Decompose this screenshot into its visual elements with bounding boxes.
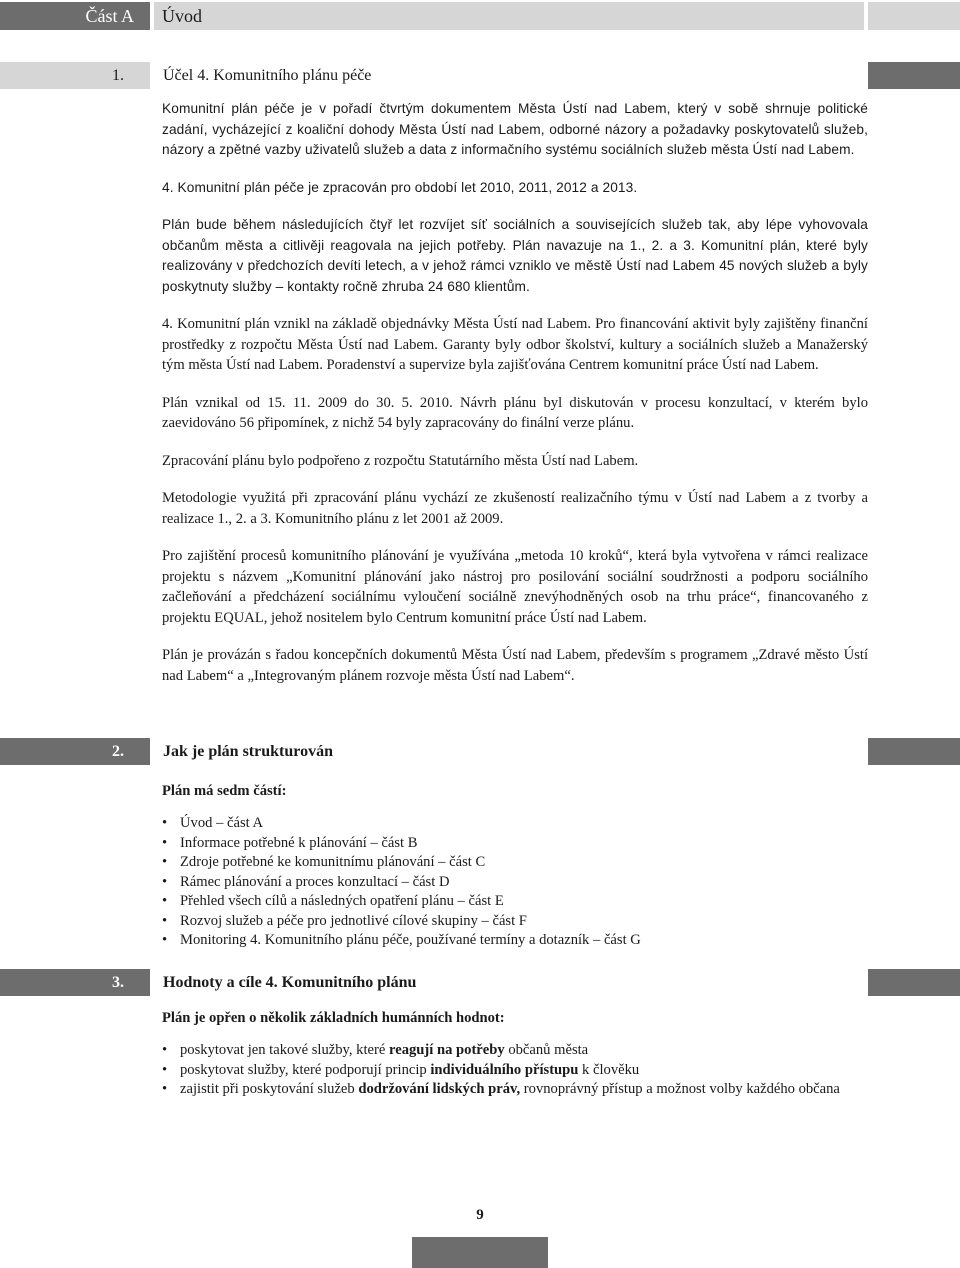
footer-bar xyxy=(412,1237,548,1268)
bullet-icon: • xyxy=(162,893,168,909)
paragraph: Zpracování plánu bylo podpořeno z rozpočtu Statutárního města Ústí nad Labem. xyxy=(162,452,639,469)
section-3-title: Hodnoty a cíle 4. Komunitního plánu xyxy=(150,969,864,996)
section-1-body xyxy=(162,99,868,703)
section-1-header-end-block xyxy=(868,62,960,89)
list-item-text: poskytovat služby, které podporují princip xyxy=(180,1061,431,1078)
section-3-header xyxy=(0,969,960,996)
part-title: Úvod xyxy=(154,2,864,30)
part-label: Část A xyxy=(0,2,150,30)
list-item-text: k člověku xyxy=(578,1061,640,1078)
section-2-title: Jak je plán strukturován xyxy=(150,738,864,765)
bullet-icon: • xyxy=(162,834,168,851)
list-item xyxy=(162,814,868,834)
list-item-emphasis: reagují na potřeby xyxy=(389,1042,505,1058)
list-item-text: Monitoring 4. Komunitního plánu péče, používané termíny a dotazník – část G xyxy=(180,932,641,948)
section-3-number: 3. xyxy=(0,969,150,996)
bullet-icon: • xyxy=(162,932,168,948)
part-header xyxy=(0,2,960,30)
section-3-list xyxy=(162,1041,868,1100)
list-item-text: občanů města xyxy=(504,1042,589,1058)
list-item-text: rovnoprávný přístup a možnost volby každého občana xyxy=(520,1081,840,1097)
paragraph: 4. Komunitní plán péče je zpracován pro období let 2010, 2011, 2012 a 2013. xyxy=(162,179,638,195)
bullet-icon: • xyxy=(162,815,168,831)
list-item-text: poskytovat jen takové služby, které xyxy=(180,1042,389,1058)
list-item xyxy=(162,892,868,912)
list-item xyxy=(162,853,868,873)
list-item xyxy=(162,931,868,951)
section-2-header-end-block xyxy=(868,738,960,765)
section-2-header xyxy=(0,738,960,765)
paragraph: Plán bude během následujících čtyř let rozvíjet síť sociálních a souvisejících služeb tak, aby lépe vyhovovala občanům města a citlivěji reagovala na jejich potřeby. Plán navazuje na 1., 2. a 3. Komunitní plán, které byly realizovány v předchozích devíti letech, a v jehož rámci vzniklo ve městě Ústí nad Labem 45 nových služeb a byly poskytnuty služby – kontakty ročně zhruba 24 680 klientům. xyxy=(162,217,868,294)
section-3-subheading: Plán je opřen o několik základních humánních hodnot: xyxy=(162,1010,505,1026)
list-item-emphasis: dodržování lidských práv, xyxy=(358,1081,521,1097)
part-header-end-block xyxy=(868,2,960,30)
list-item-text: Informace potřebné k plánování – část B xyxy=(180,834,418,851)
section-1-number: 1. xyxy=(0,62,150,89)
list-item-text: Úvod – část A xyxy=(180,815,264,831)
page-number: 9 xyxy=(476,1207,484,1223)
paragraph: Komunitní plán péče je v pořadí čtvrtým dokumentem Města Ústí nad Labem, který v sobě shrnuje politické zadání, vycházející z koaliční dohody Města Ústí nad Labem, odborné názory a požadavky poskytovatelů služeb, názory a zpětné vazby uživatelů služeb a data z informačního systému sociálních služeb města Ústí nad Labem. xyxy=(162,101,868,157)
bullet-icon: • xyxy=(162,873,168,890)
list-item xyxy=(162,1041,868,1061)
list-item xyxy=(162,873,868,893)
section-1-title: Účel 4. Komunitního plánu péče xyxy=(150,62,864,89)
bullet-icon: • xyxy=(162,1042,168,1058)
bullet-icon: • xyxy=(162,1061,168,1078)
section-2-number: 2. xyxy=(0,738,150,765)
bullet-icon: • xyxy=(162,854,168,870)
paragraph: Plán vznikal od 15. 11. 2009 do 30. 5. 2010. Návrh plánu byl diskutován v procesu konzultací, v kterém bylo zaevidováno 56 připomínek, z nichž 54 byly zapracovány do finální verze plánu. xyxy=(162,394,868,431)
section-2-subheading: Plán má sedm částí: xyxy=(162,783,287,799)
list-item-text: Rozvoj služeb a péče pro jednotlivé cílové skupiny – část F xyxy=(180,912,527,929)
paragraph: Pro zajištění procesů komunitního plánování je využívána „metoda 10 kroků“, která byla vytvořena v rámci realizace projektu s názvem „Komunitní plánování jako nástroj pro posilování sociální soudržnosti a podporu sociálního začleňování a předcházení sociálnímu vyloučení sociálně znevýhodněných osob na trhu práce“, financovaného z projektu EQUAL, jehož nositelem bylo Centrum komunitní práce Ústí nad Labem. xyxy=(162,548,868,626)
list-item xyxy=(162,912,868,932)
bullet-icon: • xyxy=(162,912,168,929)
bullet-icon: • xyxy=(162,1081,168,1097)
section-1-header xyxy=(0,62,960,89)
section-2-list xyxy=(162,814,868,951)
list-item-text: zajistit při poskytování služeb xyxy=(180,1081,359,1097)
list-item-text: Rámec plánování a proces konzultací – část D xyxy=(180,873,450,890)
list-item xyxy=(162,1061,868,1081)
list-item-text: Přehled všech cílů a následných opatření plánu – část E xyxy=(180,893,504,909)
list-item xyxy=(162,834,868,854)
paragraph: Plán je provázán s řadou koncepčních dokumentů Města Ústí nad Labem, především s programem „Zdravé město Ústí nad Labem“ a „Integrovaným plánem rozvoje města Ústí nad Labem“. xyxy=(162,647,868,684)
list-item-emphasis: individuálního přístupu xyxy=(430,1061,579,1078)
list-item xyxy=(162,1080,868,1100)
section-3-header-end-block xyxy=(868,969,960,996)
paragraph: Metodologie využitá při zpracování plánu vychází ze zkušeností realizačního týmu v Ústí nad Labem a z tvorby a realizace 1., 2. a 3. Komunitního plánu z let 2001 až 2009. xyxy=(162,490,868,527)
paragraph: 4. Komunitní plán vznikl na základě objednávky Města Ústí nad Labem. Pro financování aktivit byly zajištěny finanční prostředky z rozpočtu Města Ústí nad Labem. Garanty byly odbor školství, kultury a sociálních služeb a Manažerský tým města Ústí nad Labem. Poradenství a supervize byla zajišťována Centrem komunitní práce Ústí nad Labem. xyxy=(162,316,868,373)
list-item-text: Zdroje potřebné ke komunitnímu plánování – část C xyxy=(180,854,486,870)
